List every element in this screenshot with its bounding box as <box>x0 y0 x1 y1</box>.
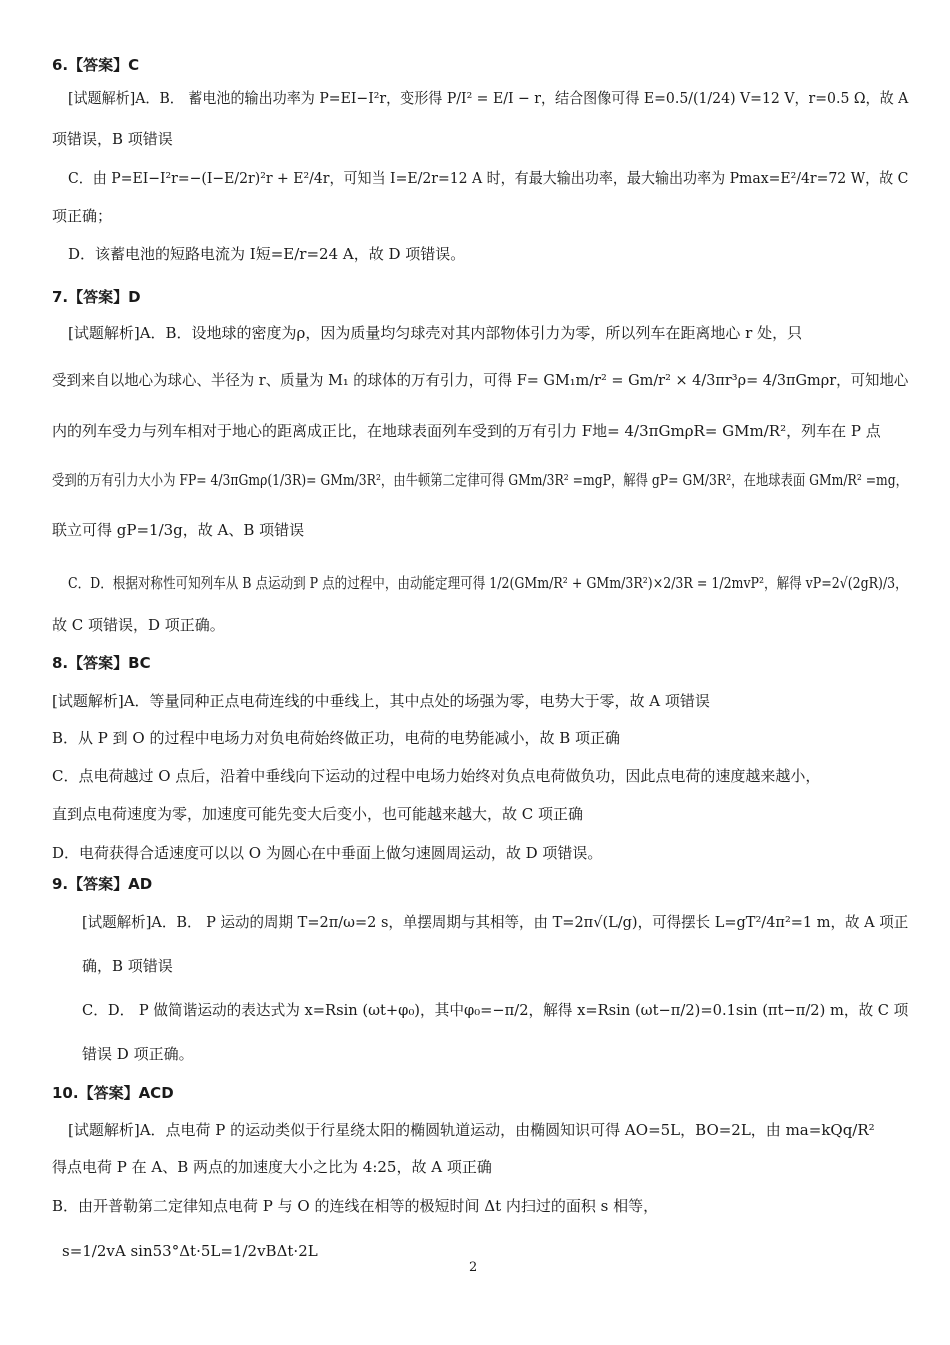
text-line: 项错误，B 项错误 <box>52 130 173 148</box>
text-line: C．D． P 做简谐运动的表达式为 x=Rsin (ωt+φ₀)，其中φ₀=−π/2，解得 x=Rsin (ωt−π/2)=0.1sin (πt−π/2) m，故 C 项 <box>82 1001 909 1019</box>
text-line: C．由 P=EI−I²r=−(I−E/2r)²r + E²/4r，可知当 I=E/2r=12 A 时，有最大输出功率，最大输出功率为 Pmax=E²/4r=72 W，故 C <box>68 169 909 187</box>
text-line: 故 C 项错误，D 项正确。 <box>52 616 225 634</box>
text-line: 受到来自以地心为球心、半径为 r、质量为 M₁ 的球体的万有引力，可得 F= GM₁m/r² = Gm/r² × 4/3πr³ρ= 4/3πGmρr，可知地心 <box>52 371 909 389</box>
text-line: 直到点电荷速度为零，加速度可能先变大后变小，也可能越来越大，故 C 项正确 <box>52 805 584 823</box>
answer-heading-8: 8.【答案】BC <box>52 654 151 672</box>
text-line: [试题解析]A．B．设地球的密度为ρ，因为质量均匀球壳对其内部物体引力为零，所以列车在距离地心 r 处，只 <box>68 324 803 342</box>
answer-heading-9: 9.【答案】AD <box>52 875 153 893</box>
page-number: 2 <box>469 1260 478 1275</box>
text-line: 内的列车受力与列车相对于地心的距离成正比，在地球表面列车受到的万有引力 F地= 4/3πGmρR= GMm/R²，列车在 P 点 <box>52 422 881 440</box>
text-line: B．从 P 到 O 的过程中电场力对负电荷始终做正功，电荷的电势能减小，故 B 项正确 <box>52 729 621 747</box>
text-line: D．电荷获得合适速度可以以 O 为圆心在中垂面上做匀速圆周运动，故 D 项错误。 <box>52 844 603 862</box>
text-line: [试题解析]A．B． P 运动的周期 T=2π/ω=2 s，单摆周期与其相等，由 T=2π√(L/g)，可得摆长 L=gT²/4π²=1 m，故 A 项正 <box>82 913 909 931</box>
text-line: C．点电荷越过 O 点后，沿着中垂线向下运动的过程中电场力始终对负点电荷做负功，因此点电荷的速度越来越小， <box>52 767 821 785</box>
text-line: 联立可得 gP=1/3g，故 A、B 项错误 <box>52 521 305 539</box>
answer-heading-6: 6.【答案】C <box>52 56 140 74</box>
text-line: 受到的万有引力大小为 FP= 4/3πGmρ(1/3R)= GMm/3R²，由牛顿第二定律可得 GMm/3R² =mgP，解得 gP= GM/3R²，在地球表面 GMm/R² =mg， <box>52 471 909 489</box>
text-line: 确，B 项错误 <box>82 957 173 975</box>
text-line: 得点电荷 P 在 A、B 两点的加速度大小之比为 4:25，故 A 项正确 <box>52 1158 492 1176</box>
text-line: 错误 D 项正确。 <box>82 1045 194 1063</box>
text-line: [试题解析]A．B． 蓄电池的输出功率为 P=EI−I²r，变形得 P/I² = E/I − r，结合图像可得 E=0.5/(1/24) V=12 V，r=0.5 Ω，故 A <box>68 89 909 107</box>
answer-heading-7: 7.【答案】D <box>52 288 141 306</box>
text-line: [试题解析]A．点电荷 P 的运动类似于行星绕太阳的椭圆轨道运动，由椭圆知识可得 AO=5L，BO=2L，由 ma=kQq/R² <box>68 1121 875 1139</box>
text-line: 项正确； <box>52 207 113 225</box>
text-line: B．由开普勒第二定律知点电荷 P 与 O 的连线在相等的极短时间 Δt 内扫过的面积 s 相等， <box>52 1197 659 1215</box>
text-line: D．该蓄电池的短路电流为 I短=E/r=24 A，故 D 项错误。 <box>68 245 466 263</box>
answer-heading-10: 10.【答案】ACD <box>52 1084 174 1102</box>
text-line: [试题解析]A．等量同种正点电荷连线的中垂线上，其中点处的场强为零，电势大于零，故 A 项错误 <box>52 692 710 710</box>
formula-line: s=1/2vA sin53°Δt·5L=1/2vBΔt·2L <box>62 1242 318 1260</box>
text-line: C．D．根据对称性可知列车从 B 点运动到 P 点的过程中，由动能定理可得 1/2(GMm/R² + GMm/3R²)×2/3R = 1/2mvP²，解得 vP=2√(2gR)/3， <box>68 574 908 592</box>
